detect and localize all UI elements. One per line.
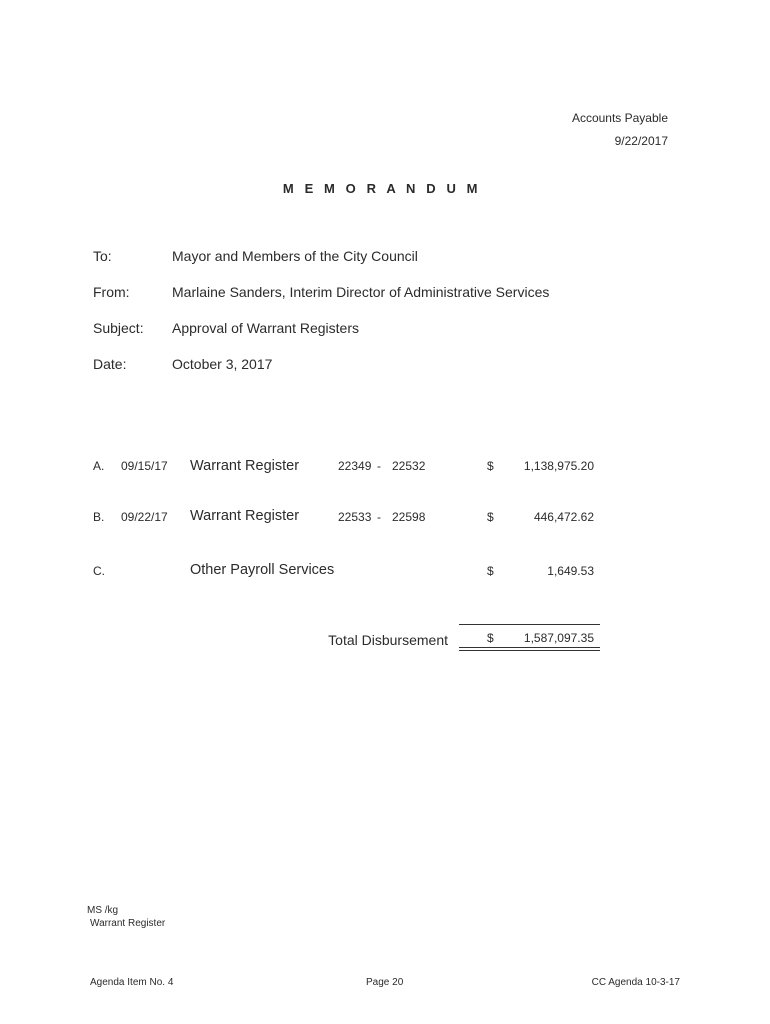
memo-date: 9/22/2017	[614, 134, 668, 148]
item-c-description: Other Payroll Services	[190, 562, 335, 578]
total-double-rule-lower	[459, 650, 600, 651]
initials-subtitle: Warrant Register	[90, 918, 166, 929]
total-label: Total Disbursement	[328, 632, 448, 648]
total-currency: $	[487, 631, 494, 645]
item-b-date: 09/22/17	[121, 510, 168, 524]
item-a-range-sep: -	[377, 459, 381, 473]
item-b-currency: $	[487, 510, 494, 524]
from-label: From:	[93, 284, 130, 300]
item-b-letter: B.	[93, 510, 105, 524]
subject-value: Approval of Warrant Registers	[172, 320, 359, 336]
item-a-amount: 1,138,975.20	[523, 459, 594, 473]
footer-agenda-item: Agenda Item No. 4	[90, 977, 174, 988]
item-a-date: 09/15/17	[121, 459, 168, 473]
item-c-currency: $	[487, 564, 494, 578]
item-a-letter: A.	[93, 459, 105, 473]
from-value: Marlaine Sanders, Interim Director of Administrative Services	[172, 284, 550, 300]
item-b-description: Warrant Register	[190, 508, 300, 524]
item-b-range-sep: -	[377, 510, 381, 524]
item-a-range-end: 22532	[392, 459, 426, 473]
initials: MS /kg	[87, 905, 119, 916]
footer-page-number: Page 20	[366, 977, 404, 988]
item-a-range-start: 22349	[338, 459, 372, 473]
item-c-amount: 1,649.53	[547, 564, 594, 578]
item-c-letter: C.	[93, 564, 105, 578]
memo-title: M E M O R A N D U M	[282, 181, 482, 196]
total-double-rule-upper	[459, 647, 600, 648]
subject-label: Subject:	[93, 320, 144, 336]
date-value: October 3, 2017	[172, 356, 273, 372]
to-label: To:	[93, 248, 112, 264]
item-a-currency: $	[487, 459, 494, 473]
department-label: Accounts Payable	[571, 111, 668, 125]
item-a-description: Warrant Register	[190, 458, 300, 474]
footer-agenda-date: CC Agenda 10-3-17	[591, 977, 680, 988]
total-top-rule	[459, 624, 600, 625]
item-b-range-end: 22598	[392, 510, 426, 524]
item-b-range-start: 22533	[338, 510, 372, 524]
item-b-amount: 446,472.62	[533, 510, 594, 524]
date-label: Date:	[93, 356, 127, 372]
total-amount: 1,587,097.35	[523, 631, 594, 645]
to-value: Mayor and Members of the City Council	[172, 248, 418, 264]
